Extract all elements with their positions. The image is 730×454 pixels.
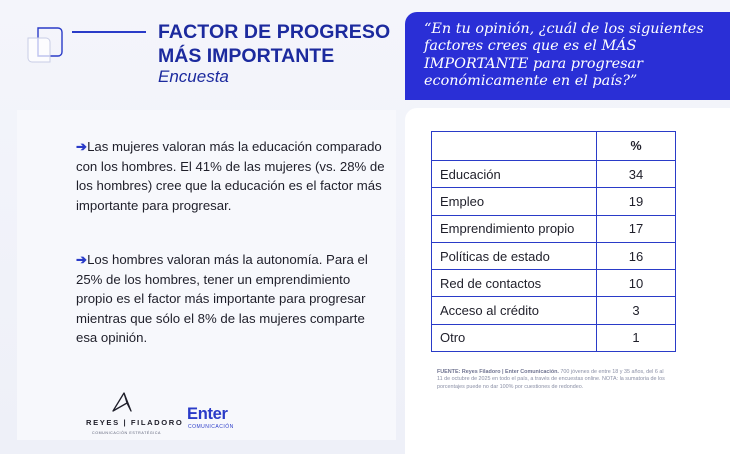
reyes-filadoro-tagline: COMUNICACIÓN ESTRATÉGICA <box>92 431 162 435</box>
header-label <box>432 132 597 161</box>
arrow-right-icon: ➔ <box>76 139 88 154</box>
row-label: Empleo <box>432 188 597 215</box>
title-divider <box>72 31 146 33</box>
source-label: FUENTE: Reyes Filadoro | Enter Comunicación. <box>437 369 559 375</box>
row-label: Otro <box>432 324 597 351</box>
row-value: 1 <box>597 324 676 351</box>
finding-text: Los hombres valoran más la autonomía. Para el 25% de los hombres, tener un emprendimiento propio es el factor más importante para progresar mientras que sólo el 8% de las mujeres comparte esa opinión. <box>76 252 368 345</box>
table-header-row <box>432 132 676 161</box>
enter-logo-subtext: COMUNICACIÓN <box>188 424 234 430</box>
row-label: Red de contactos <box>432 270 597 297</box>
table-row <box>432 270 676 297</box>
reyes-filadoro-logo-icon <box>110 390 134 414</box>
row-value: 34 <box>597 161 676 188</box>
reyes-filadoro-logo-text: REYES | FILADORO <box>86 418 184 427</box>
row-label: Acceso al crédito <box>432 297 597 324</box>
survey-question: “En tu opinión, ¿cuál de los siguientes factores crees que es el MÁS IMPORTANTE para progresar económicamente en el país?” <box>424 21 704 89</box>
row-label: Educación <box>432 161 597 188</box>
table-row <box>432 242 676 269</box>
source-text: 700 jóvenes de entre 18 y 35 años, del 6 al 11 de octubre de 2025 en todo el país, a través de encuestas online. NOTA: la sumatoria de los porcentajes puede no dar 100% por cuestiones de redondeo. <box>437 369 665 390</box>
row-value: 19 <box>597 188 676 215</box>
finding-text: Las mujeres valoran más la educación comparado con los hombres. El 41% de las mujeres (vs. 28% de los hombres) cree que la educación es el factor más importante para progresar. <box>76 139 385 213</box>
enter-logo-text: Enter <box>187 405 228 423</box>
page-subtitle: Encuesta <box>158 67 229 86</box>
header-percent: % <box>597 132 676 161</box>
table-row <box>432 188 676 215</box>
finding-men <box>76 250 386 348</box>
page-title-line2: MÁS IMPORTANTE <box>158 45 335 67</box>
table-row <box>432 161 676 188</box>
row-label: Emprendimiento propio <box>432 215 597 242</box>
table-row <box>432 297 676 324</box>
row-label: Políticas de estado <box>432 242 597 269</box>
table-row <box>432 215 676 242</box>
page-title-line1: FACTOR DE PROGRESO <box>158 21 391 43</box>
source-note <box>437 369 669 391</box>
row-value: 3 <box>597 297 676 324</box>
table-row <box>432 324 676 351</box>
row-value: 17 <box>597 215 676 242</box>
results-table <box>431 131 676 352</box>
brand-mark-icon <box>24 22 68 66</box>
finding-women <box>76 137 386 215</box>
row-value: 16 <box>597 242 676 269</box>
arrow-right-icon: ➔ <box>76 252 88 267</box>
row-value: 10 <box>597 270 676 297</box>
